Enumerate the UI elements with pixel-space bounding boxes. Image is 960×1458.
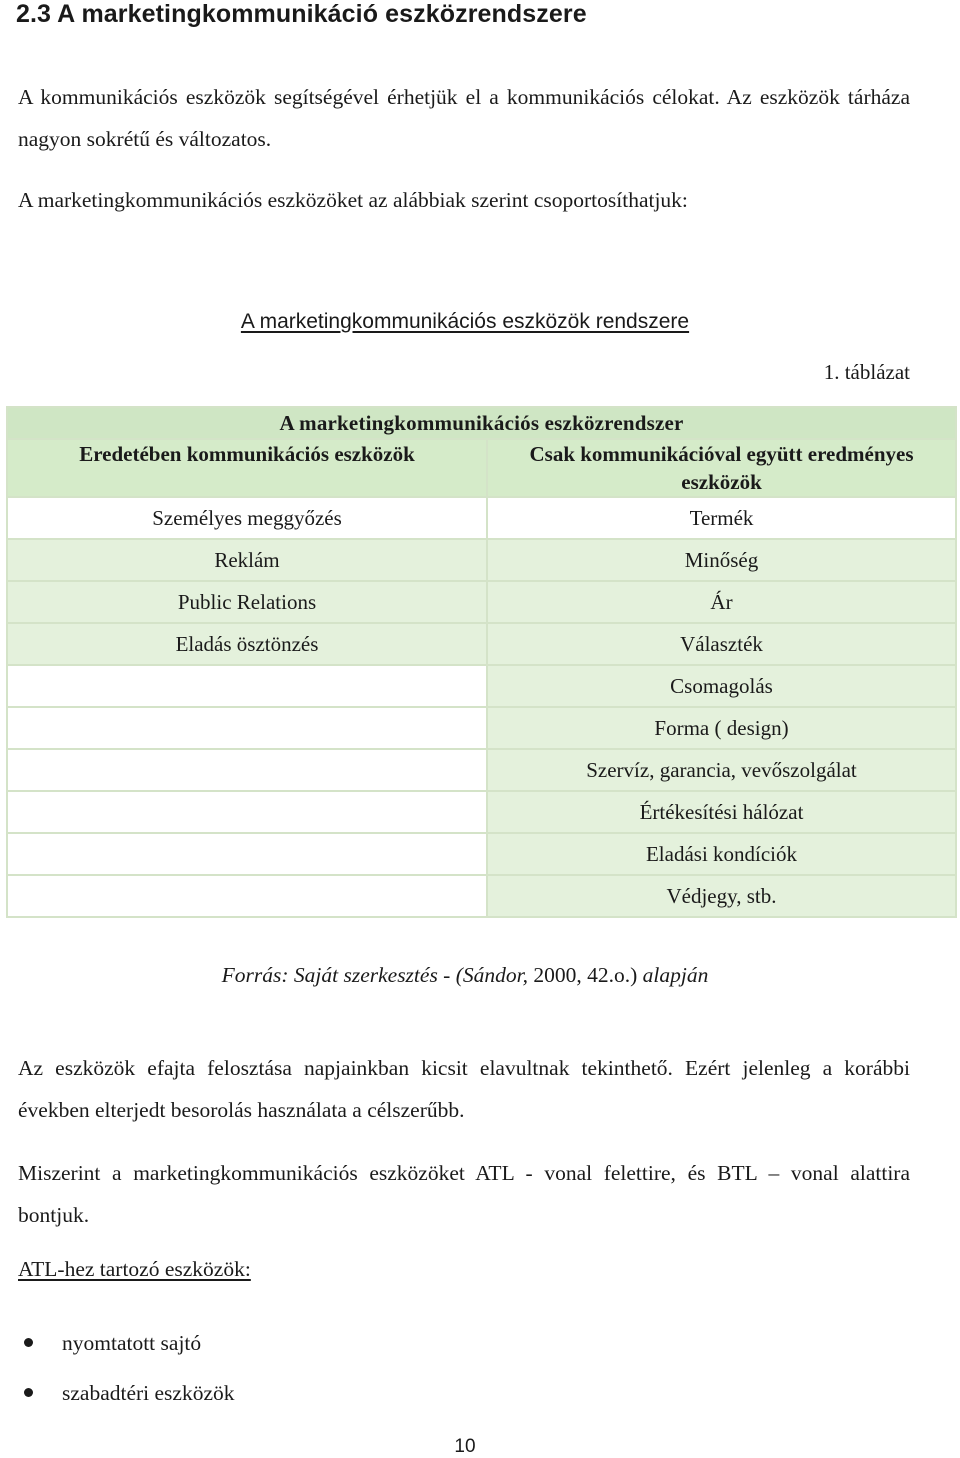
atl-bullet-list: [18, 1318, 235, 1418]
table-row: [7, 623, 956, 665]
left-cell-empty: [7, 749, 487, 791]
table-row: [7, 707, 956, 749]
right-cell: Értékesítési hálózat: [487, 791, 956, 833]
page-number: 10: [454, 1436, 476, 1457]
right-cell: Minőség: [487, 539, 956, 581]
list-item-label: nyomtatott sajtó: [62, 1331, 202, 1355]
right-cell: Forma ( design): [487, 707, 956, 749]
table-row: [7, 665, 956, 707]
table-number: 1. táblázat: [823, 360, 910, 384]
left-cell: Személyes meggyőzés: [7, 497, 487, 539]
column-header-right: Csak kommunikációval együtt eredményes eszközök: [487, 439, 956, 497]
left-cell: Reklám: [7, 539, 487, 581]
communication-tools-table: [6, 406, 957, 918]
table-row: [7, 833, 956, 875]
right-cell: Védjegy, stb.: [487, 875, 956, 917]
source-part-3: alapján: [637, 963, 709, 987]
left-cell-empty: [7, 791, 487, 833]
intro-paragraph: A kommunikációs eszközök segítségével érhetjük el a kommunikációs célokat. Az eszközök tárháza nagyon sokrétű és változatos.: [18, 85, 910, 151]
right-cell: Ár: [487, 581, 956, 623]
table-row: [7, 539, 956, 581]
left-cell: Eladás ösztönzés: [7, 623, 487, 665]
list-item: [18, 1318, 235, 1368]
atl-subheading: ATL-hez tartozó eszközök:: [18, 1257, 251, 1281]
source-part-2: 2000, 42.o.): [533, 963, 638, 987]
section-heading: 2.3 A marketingkommunikáció eszközrendszere: [16, 0, 587, 28]
table-row: [7, 791, 956, 833]
table-source: [0, 963, 930, 988]
left-cell-empty: [7, 833, 487, 875]
table-row: [7, 875, 956, 917]
list-item: [18, 1368, 235, 1418]
left-cell-empty: [7, 707, 487, 749]
right-cell: Szervíz, garancia, vevőszolgálat: [487, 749, 956, 791]
right-cell: Választék: [487, 623, 956, 665]
table-row: [7, 581, 956, 623]
table-column-header-row: [7, 439, 956, 497]
right-cell: Termék: [487, 497, 956, 539]
bullet-dot-icon: [24, 1338, 33, 1347]
atl-btl-paragraph: Miszerint a marketingkommunikációs eszközöket ATL - vonal felettire, és BTL – vonal alattira bontjuk.: [18, 1161, 910, 1227]
column-header-left: Eredetében kommunikációs eszközök: [7, 439, 487, 497]
table-row: [7, 497, 956, 539]
table-row: [7, 749, 956, 791]
bullet-dot-icon: [24, 1388, 33, 1397]
table-header-row: [7, 407, 956, 439]
right-cell: Eladási kondíciók: [487, 833, 956, 875]
left-cell-empty: [7, 875, 487, 917]
table-title: A marketingkommunikációs eszközök rendszere: [240, 310, 690, 333]
source-part-1: Forrás: Saját szerkesztés - (Sándor,: [221, 963, 534, 987]
left-cell-empty: [7, 665, 487, 707]
list-item-label: szabadtéri eszközök: [62, 1381, 235, 1405]
grouping-paragraph: A marketingkommunikációs eszközöket az alábbiak szerint csoportosíthatjuk:: [18, 188, 688, 212]
classification-paragraph: Az eszközök efajta felosztása napjainkban kicsit elavultnak tekinthető. Ezért jelenleg a korábbi években elterjedt besorolás használata a célszerűbb.: [18, 1056, 910, 1122]
table-main-header: A marketingkommunikációs eszközrendszer: [7, 407, 956, 439]
right-cell: Csomagolás: [487, 665, 956, 707]
left-cell: Public Relations: [7, 581, 487, 623]
